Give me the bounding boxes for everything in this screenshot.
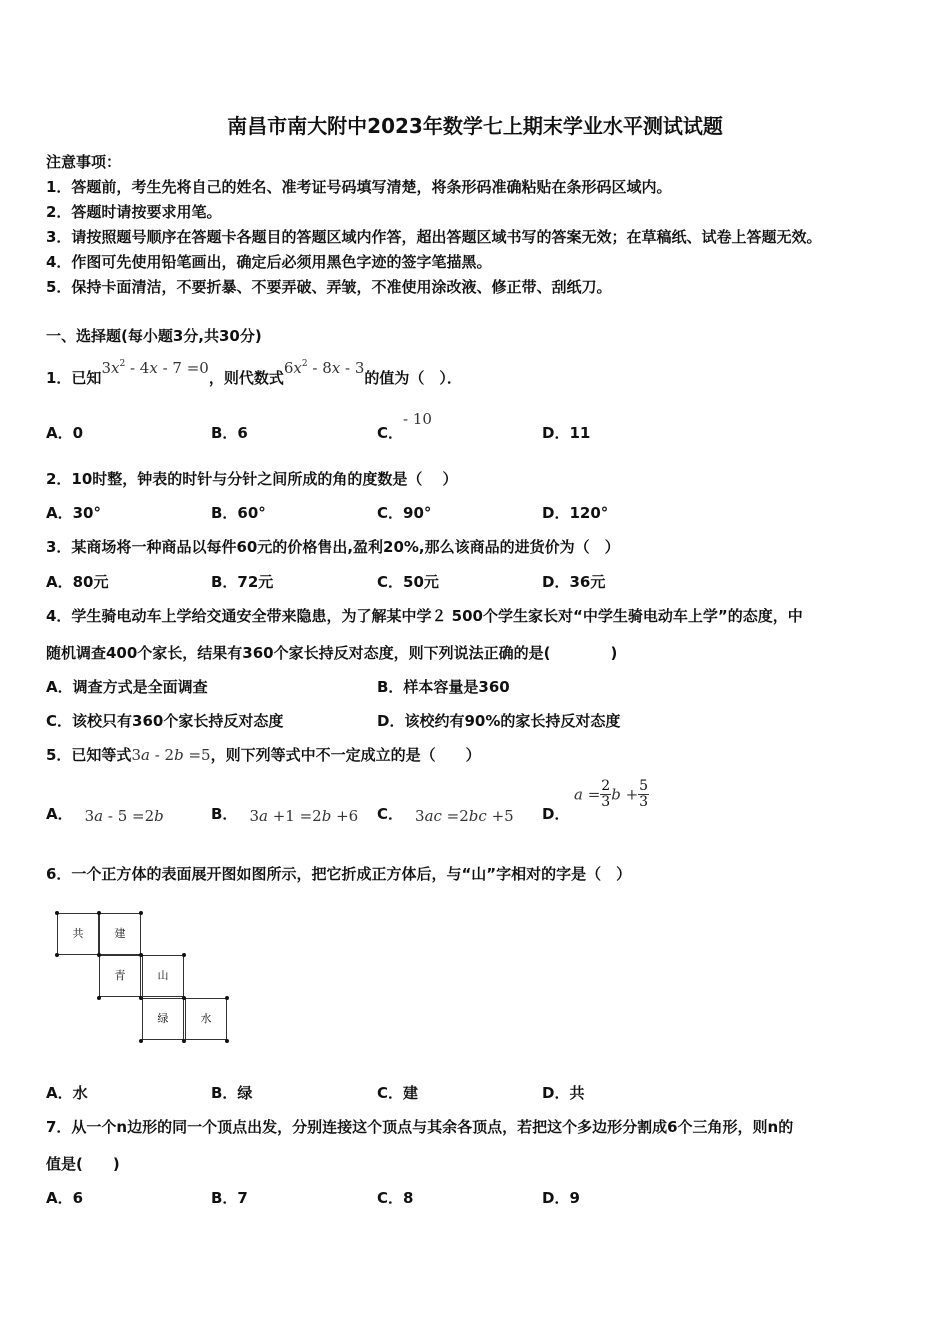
notice-item: 2．答题时请按要求用笔。 — [46, 203, 222, 221]
q1-option-a[interactable]: A．0 — [46, 424, 84, 442]
net-cell-jian: 建 — [99, 913, 141, 955]
question-1 — [46, 359, 462, 387]
notice-item: 1．答题前，考生先将自己的姓名、准考证号码填写清楚，将条形码准确粘贴在条形码区域内。 — [46, 178, 672, 196]
net-vertex — [182, 996, 186, 1000]
q5-option-d-math: a = $\frac{2}{3}$ b + $\frac{5}{3}$ — [574, 778, 649, 810]
net-vertex — [225, 1039, 229, 1043]
q7-option-c[interactable]: C．8 — [377, 1189, 414, 1207]
q4-option-a[interactable]: A．调查方式是全面调查 — [46, 678, 208, 696]
net-cell-gong: 共 — [57, 913, 99, 955]
q6-option-c[interactable]: C．建 — [377, 1084, 419, 1102]
q2-option-b[interactable]: B．60° — [211, 504, 266, 522]
net-cell-lv: 绿 — [142, 998, 184, 1040]
q2-option-d[interactable]: D．120° — [542, 504, 609, 522]
q6-option-d[interactable]: D．共 — [542, 1084, 585, 1102]
q5-option-b[interactable]: B． 3a +1 =2b +6 — [211, 805, 359, 825]
net-vertex — [139, 953, 143, 957]
net-vertex — [182, 953, 186, 957]
q5-expression: 3a - 2b =5 — [131, 746, 211, 764]
net-vertex — [139, 911, 143, 915]
q2-option-a[interactable]: A．30° — [46, 504, 101, 522]
q1-option-c[interactable]: C．- 10 — [377, 410, 432, 442]
q5-option-d[interactable]: D． — [542, 805, 570, 823]
notice-item: 3．请按照题号顺序在答题卡各题目的答题区域内作答，超出答题区域书写的答案无效；在草稿纸、试卷上答题无效。 — [46, 228, 822, 246]
net-vertex — [182, 1039, 186, 1043]
question-2: 2．10时整，钟表的时针与分针之间所成的角的度数是（ ） — [46, 470, 458, 488]
q3-option-c[interactable]: C．50元 — [377, 573, 439, 591]
q4-option-d[interactable]: D．该校约有90%的家长持反对态度 — [377, 712, 621, 730]
q7-option-a[interactable]: A．6 — [46, 1189, 84, 1207]
question-3: 3．某商场将一种商品以每件60元的价格售出,盈利20%,那么该商品的进货价为（ ） — [46, 538, 620, 556]
net-vertex — [139, 1039, 143, 1043]
q3-option-d[interactable]: D．36元 — [542, 573, 606, 591]
net-vertex — [139, 996, 143, 1000]
question-7-line-2: 值是( ) — [46, 1155, 120, 1173]
q7-option-b[interactable]: B．7 — [211, 1189, 248, 1207]
net-vertex — [55, 953, 59, 957]
question-7-line-1: 7．从一个n边形的同一个顶点出发，分别连接这个顶点与其余各顶点，若把这个多边形分割成6个三角形，则n的 — [46, 1118, 794, 1136]
q1-post: 的值为（ ）． — [364, 369, 462, 387]
q1-option-d[interactable]: D．11 — [542, 424, 591, 442]
notice-heading: 注意事项： — [46, 153, 122, 171]
net-vertex — [97, 953, 101, 957]
q3-option-b[interactable]: B．72元 — [211, 573, 274, 591]
net-vertex — [55, 911, 59, 915]
net-vertex — [97, 996, 101, 1000]
section-heading: 一、选择题(每小题3分,共30分) — [46, 327, 262, 345]
question-6: 6．一个正方体的表面展开图如图所示，把它折成正方体后，与“山”字相对的字是（ ） — [46, 865, 632, 883]
q1-pre: 1．已知 — [46, 369, 102, 387]
net-cell-shan: 山 — [142, 955, 184, 997]
q5-option-c[interactable]: C． 3ac =2bc +5 — [377, 805, 514, 825]
q3-option-a[interactable]: A．80元 — [46, 573, 109, 591]
question-5: 5．已知等式3a - 2b =5，则下列等式中不一定成立的是（ ） — [46, 746, 481, 764]
q1-option-b[interactable]: B．6 — [211, 424, 248, 442]
net-cell-shui: 水 — [185, 998, 227, 1040]
notice-item: 5．保持卡面清洁，不要折暴、不要弄破、弄皱，不准使用涂改液、修正带、刮纸刀。 — [46, 278, 612, 296]
question-4-line-2: 随机调查400个家长，结果有360个家长持反对态度，则下列说法正确的是( ) — [46, 644, 618, 662]
net-cell-qing: 青 — [99, 955, 141, 997]
q1-option-c-math: - 10 — [403, 410, 432, 428]
q1-mid: ，则代数式 — [208, 369, 284, 387]
net-vertex — [225, 996, 229, 1000]
q6-option-a[interactable]: A．水 — [46, 1084, 88, 1102]
q4-option-c[interactable]: C．该校只有360个家长持反对态度 — [46, 712, 284, 730]
q7-option-d[interactable]: D．9 — [542, 1189, 580, 1207]
q1-expression-1: $3x^2 - 4x - 7 =0$ — [101, 359, 209, 377]
q4-option-b[interactable]: B．样本容量是360 — [377, 678, 510, 696]
q5-option-a[interactable]: A． 3a - 5 =2b — [46, 805, 164, 825]
q1-expression-2: $6x^2 - 8x - 3$ — [283, 359, 365, 377]
question-4-line-1: 4．学生骑电动车上学给交通安全带来隐患，为了解某中学２ 500个学生家长对“中学生骑电动车上学”的态度，中 — [46, 607, 803, 625]
q6-option-b[interactable]: B．绿 — [211, 1084, 253, 1102]
notice-item: 4．作图可先使用铅笔画出，确定后必须用黑色字迹的签字笔描黑。 — [46, 253, 492, 271]
page-title: 南昌市南大附中2023年数学七上期末学业水平测试试题 — [227, 114, 723, 138]
net-vertex — [97, 911, 101, 915]
q2-option-c[interactable]: C．90° — [377, 504, 432, 522]
